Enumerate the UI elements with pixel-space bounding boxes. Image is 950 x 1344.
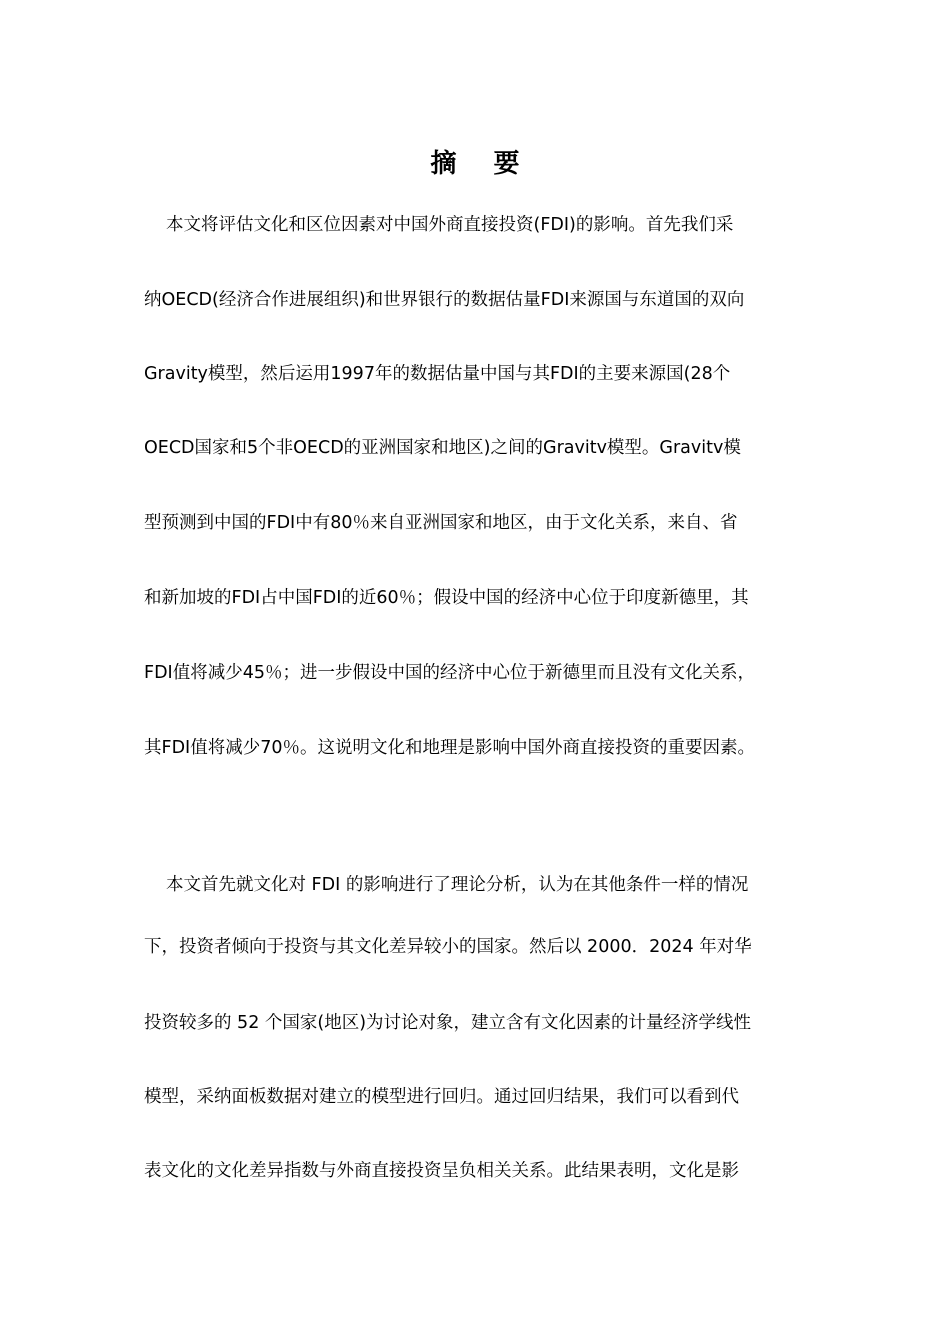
paragraph-line: 和新加坡的FDI占中国FDI的近60％；假设中国的经济中心位于印度新德里，其 bbox=[144, 588, 749, 608]
paragraph-line: 表文化的文化差异指数与外商直接投资呈负相关关系。此结果表明，文化是影 bbox=[144, 1161, 739, 1181]
paragraph-line: 投资较多的 52 个国家(地区)为讨论对象，建立含有文化因素的计量经济学线性 bbox=[144, 1013, 752, 1033]
paragraph-line: FDI值将减少45％；进一步假设中国的经济中心位于新德里而且没有文化关系， bbox=[144, 663, 755, 683]
paragraph-line: 其FDI值将减少70％。这说明文化和地理是影响中国外商直接投资的重要因素。 bbox=[144, 738, 755, 758]
paragraph-line: 模型，采纳面板数据对建立的模型进行回归。通过回归结果，我们可以看到代 bbox=[144, 1087, 739, 1107]
paragraph-line: 本文首先就文化对 FDI 的影响进行了理论分析，认为在其他条件一样的情况 bbox=[166, 875, 749, 895]
paragraph-line: 本文将评估文化和区位因素对中国外商直接投资(FDI)的影响。首先我们采 bbox=[166, 215, 734, 235]
paragraph-line: OECD国家和5个非OECD的亚洲国家和地区)之间的Gravitv模型。Gravitv模 bbox=[144, 438, 741, 458]
paragraph-line: Gravity模型，然后运用1997年的数据估量中国与其FDI的主要来源国(28个 bbox=[144, 364, 731, 384]
paragraph-line: 型预测到中国的FDI中有80％来自亚洲国家和地区，由于文化关系，来自、省 bbox=[144, 513, 738, 533]
paragraph-line: 下，投资者倾向于投资与其文化差异较小的国家。然后以 2000．2024 年对华 bbox=[144, 937, 752, 957]
page-title: 摘 要 bbox=[430, 149, 534, 179]
paragraph-line: 纳OECD(经济合作进展组织)和世界银行的数据估量FDI来源国与东道国的双向 bbox=[144, 290, 745, 310]
